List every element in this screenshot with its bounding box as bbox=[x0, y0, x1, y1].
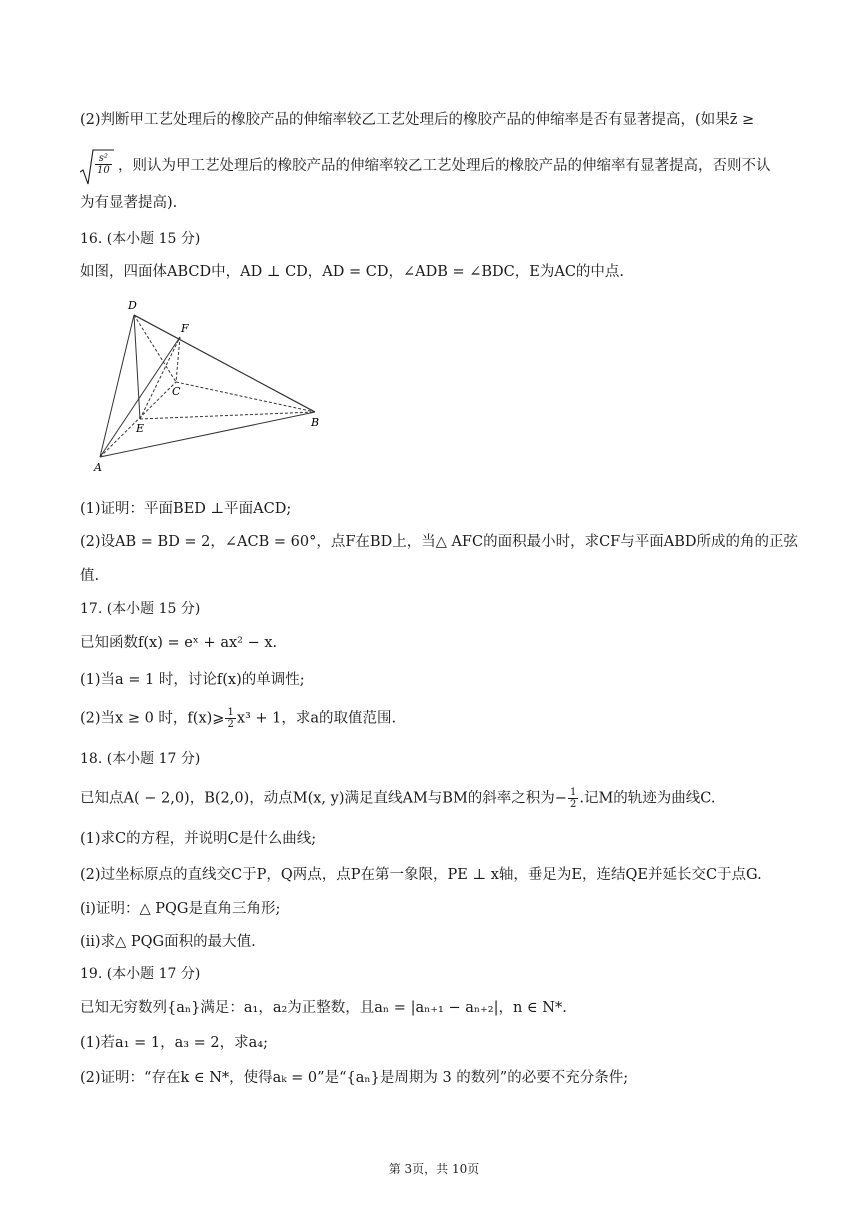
edge-CB bbox=[176, 382, 315, 412]
q17-header: 17. (本小题 15 分) bbox=[80, 601, 201, 617]
q18-stem bbox=[80, 787, 808, 810]
q18-part1: (1)求C的方程，并说明C是什么曲线; bbox=[80, 831, 317, 847]
q17-stem: 已知函数f(x) = eˣ + ax² − x. bbox=[80, 635, 278, 651]
q16-part1: (1)证明：平面BED ⊥平面ACD; bbox=[80, 501, 292, 517]
edge-DF bbox=[134, 315, 315, 412]
q17-part2 bbox=[80, 707, 808, 730]
q16-header: 16. (本小题 15 分) bbox=[80, 231, 201, 247]
q17-frac-den: 2 bbox=[227, 719, 234, 730]
sqrt-fraction bbox=[95, 153, 112, 176]
edge-FC bbox=[176, 337, 180, 382]
q18-part2-ii: (ii)求△ PQG面积的最大值. bbox=[80, 934, 256, 950]
q16-part2-line2: 值. bbox=[80, 568, 100, 584]
edge-DE bbox=[134, 315, 140, 419]
q19-part2: (2)证明：“存在k ∈ N*，使得aₖ = 0”是“{aₙ}是周期为 3 的数列”的必要不充分条件; bbox=[80, 1070, 629, 1086]
q18-stem-post: .记M的轨迹为曲线C. bbox=[579, 790, 716, 807]
q15-part2-line1: (2)判断甲工艺处理后的橡胶产品的伸缩率较乙工艺处理后的橡胶产品的伸缩率是否有显著提高，(如果z̄ ≥ bbox=[80, 112, 755, 128]
edge-EF bbox=[140, 337, 180, 419]
sqrt-numerator: s² bbox=[95, 153, 112, 165]
q18-header: 18. (本小题 17 分) bbox=[80, 751, 201, 767]
q18-part2: (2)过坐标原点的直线交C于P，Q两点，点P在第一象限，PE ⊥ x轴，垂足为E，连结QE并延长交C于点G. bbox=[80, 867, 762, 883]
label-D: D bbox=[128, 299, 137, 312]
q18-stem-pre: 已知点A( − 2,0)，B(2,0)，动点M(x, y)满足直线AM与BM的斜率之积为− bbox=[80, 790, 567, 807]
page-footer: 第 3页，共 10页 bbox=[388, 1162, 480, 1176]
q19-stem: 已知无穷数列{aₙ}满足：a₁，a₂为正整数，且aₙ = |aₙ₊₁ − aₙ₊₂|，n ∈ N*. bbox=[80, 1000, 567, 1016]
label-C: C bbox=[172, 385, 181, 398]
q19-part1: (1)若a₁ = 1，a₃ = 2，求a₄; bbox=[80, 1035, 268, 1051]
q16-part2-line1: (2)设AB = BD = 2，∠ACB = 60°，点F在BD上，当△ AFC的面积最小时，求CF与平面ABD所成的角的正弦 bbox=[80, 534, 798, 550]
q15-part2-line2: ，则认为甲工艺处理后的橡胶产品的伸缩率较乙工艺处理后的橡胶产品的伸缩率有显著提高，否则不认 bbox=[118, 158, 771, 174]
q18-stem-fraction bbox=[568, 787, 578, 810]
q16-stem: 如图，四面体ABCD中，AD ⊥ CD，AD = CD，∠ADB = ∠BDC，E为AC的中点. bbox=[80, 264, 625, 280]
q17-part2-fraction bbox=[225, 707, 235, 730]
q18-part2-i: (i)证明：△ PQG是直角三角形; bbox=[80, 901, 281, 917]
sqrt-expression bbox=[80, 148, 114, 186]
edge-AB bbox=[100, 412, 315, 457]
q18-frac-den: 2 bbox=[569, 799, 577, 810]
label-E: E bbox=[136, 422, 145, 435]
q17-frac-num: 1 bbox=[227, 707, 234, 718]
edge-DA bbox=[100, 315, 134, 457]
label-A: A bbox=[94, 461, 102, 474]
q17-part2-pre: (2)当x ≥ 0 时，f(x)⩾ bbox=[80, 710, 225, 727]
edge-DC bbox=[134, 315, 176, 382]
q19-header: 19. (本小题 17 分) bbox=[80, 966, 201, 982]
q17-part2-post: x³ + 1，求a的取值范围. bbox=[236, 710, 397, 727]
label-B: B bbox=[311, 416, 320, 429]
sqrt-denominator: 10 bbox=[97, 165, 110, 176]
tetrahedron-figure bbox=[88, 295, 328, 475]
edge-AC bbox=[100, 382, 176, 457]
label-F: F bbox=[181, 322, 189, 335]
q15-part2-line3: 为有显著提高). bbox=[80, 195, 178, 211]
edge-AF bbox=[100, 337, 180, 457]
q18-frac-num: 1 bbox=[569, 787, 577, 798]
q17-part1: (1)当a = 1 时，讨论f(x)的单调性; bbox=[80, 672, 305, 688]
